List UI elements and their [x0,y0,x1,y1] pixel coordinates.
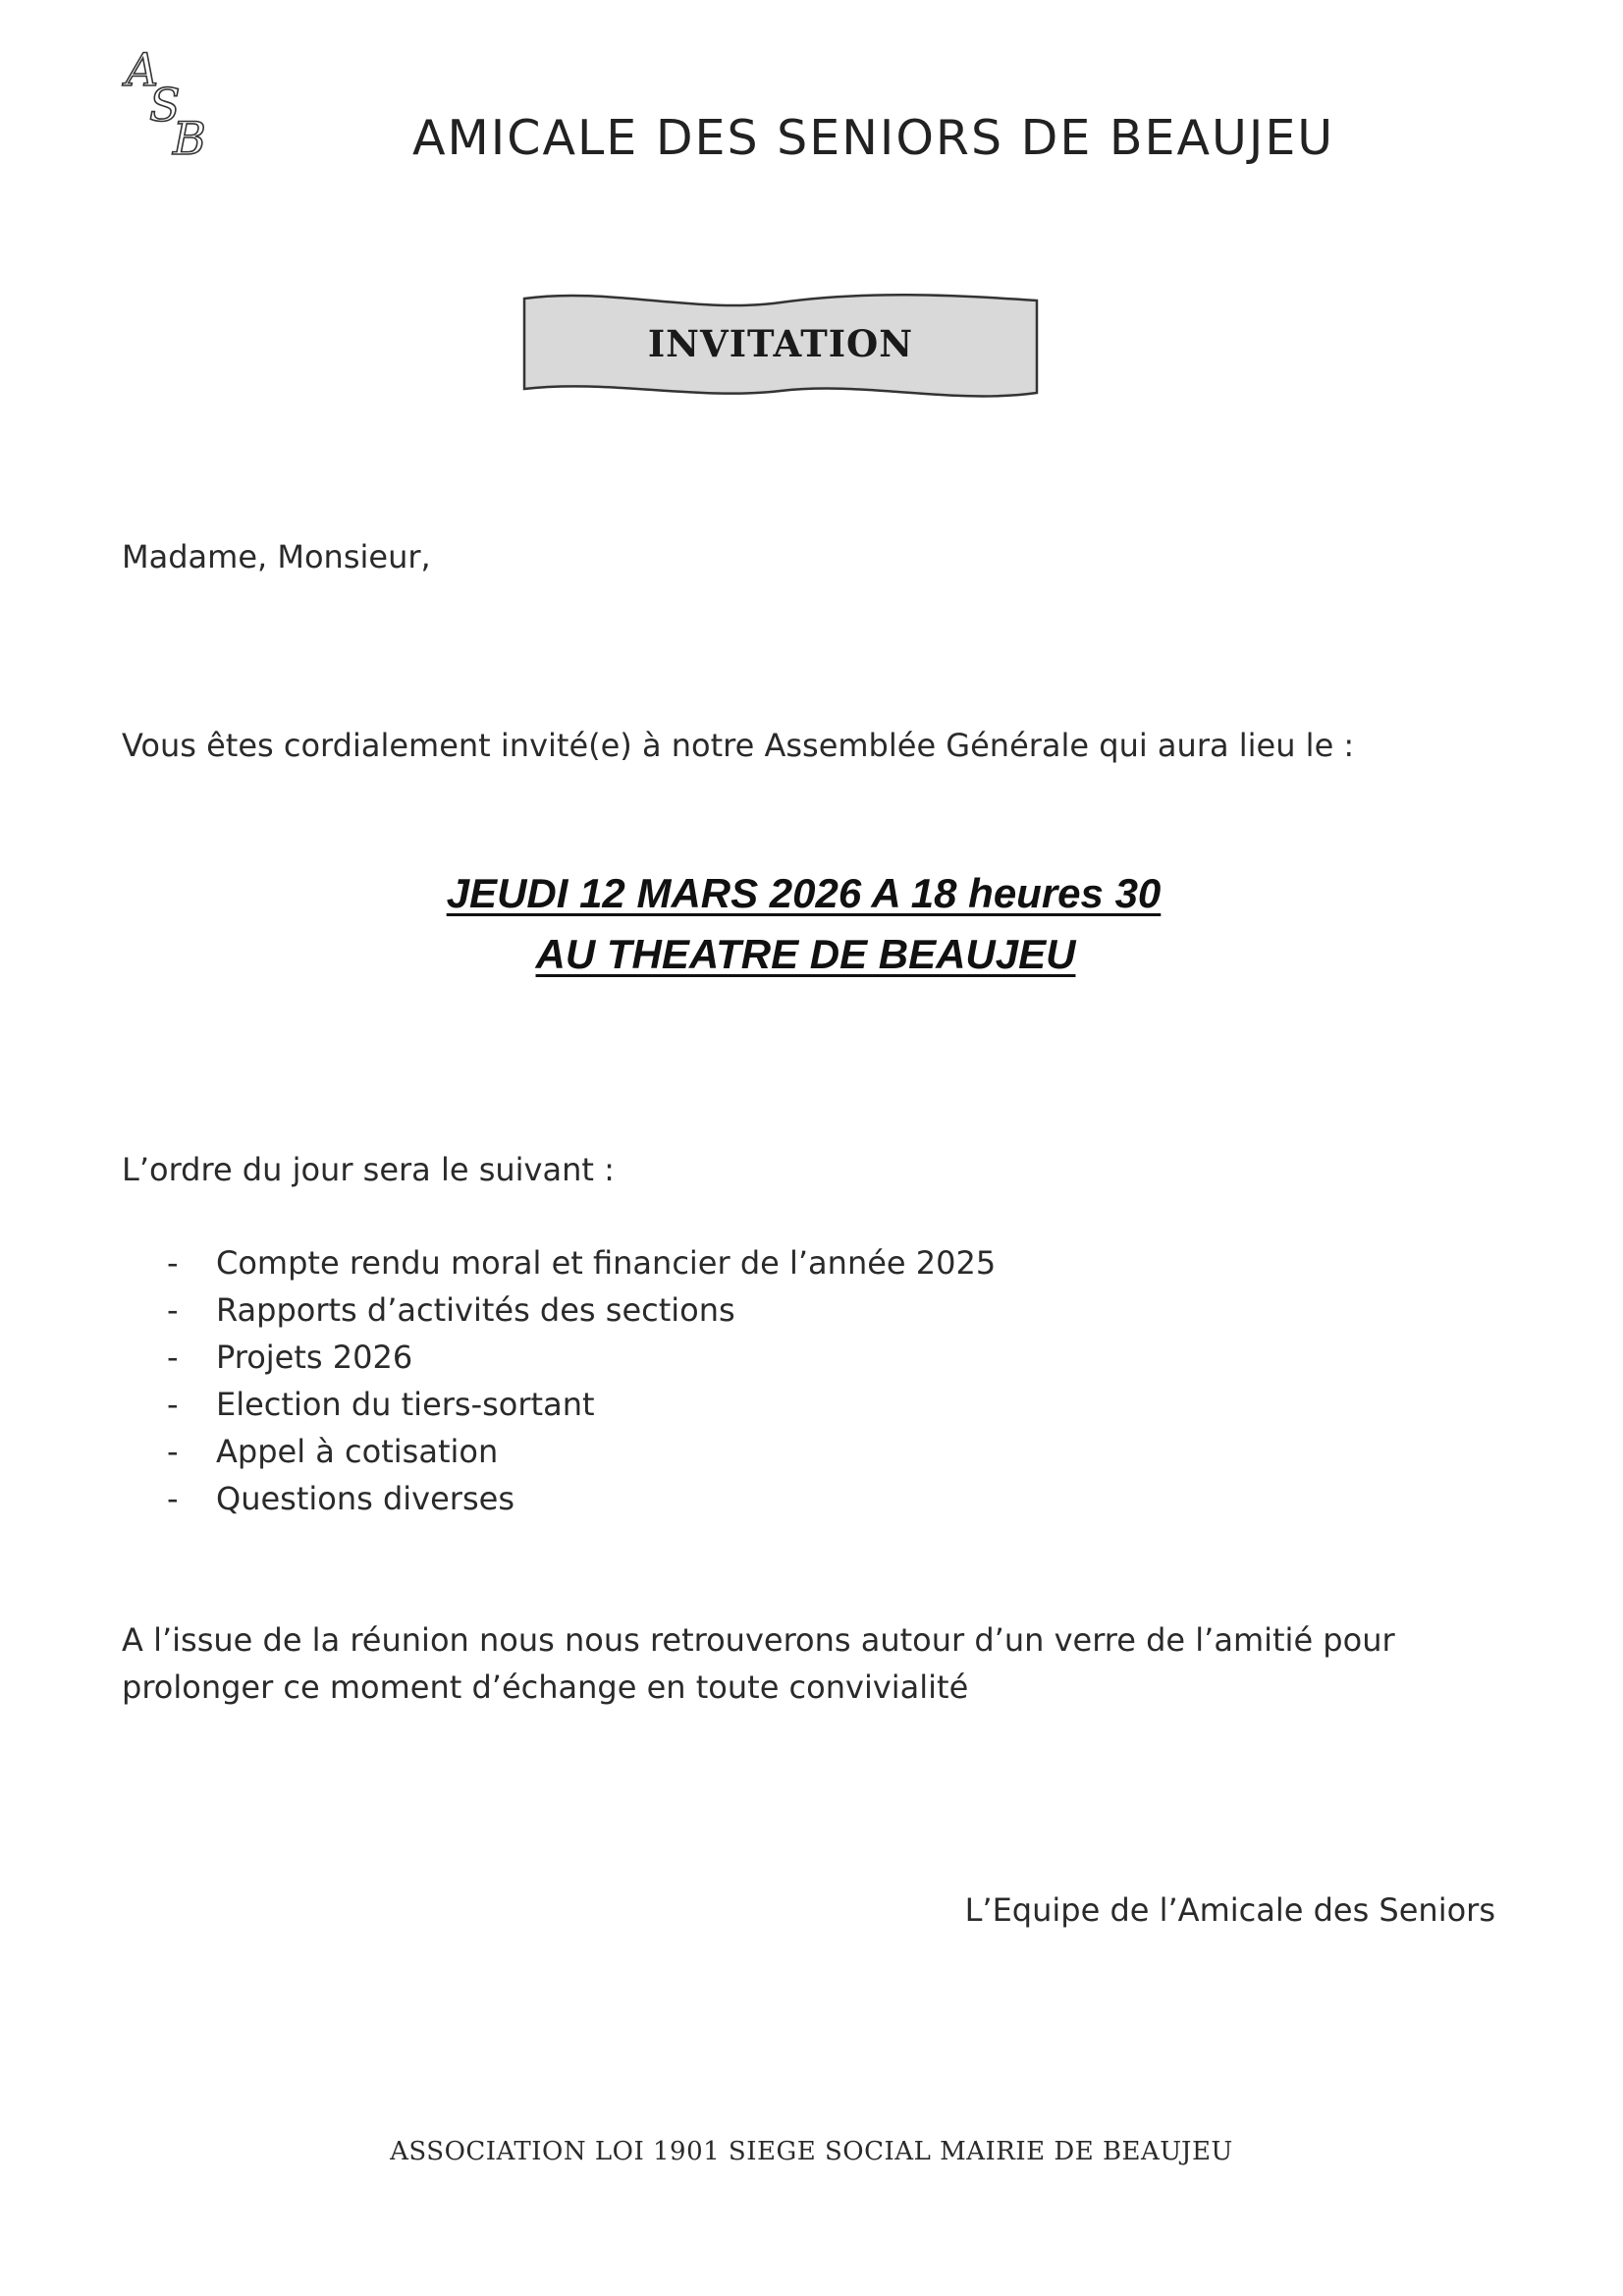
agenda-item [167,1334,996,1381]
event-date-time: JEUDI 12 MARS 2026 A 18 heures 30 [446,870,1162,916]
event-location: AU THEATRE DE BEAUJEU [535,931,1076,977]
agenda-list [167,1239,996,1522]
organization-title: AMICALE DES SENIORS DE BEAUJEU [412,110,1335,166]
list-dash: - [167,1386,179,1423]
greeting: Madame, Monsieur, [122,538,431,575]
signature: L’Equipe de l’Amicale des Seniors [964,1891,1495,1929]
agenda-item [167,1428,996,1475]
list-dash: - [167,1291,179,1329]
logo-letter-b: B [173,112,206,165]
agenda-item [167,1286,996,1334]
closing-paragraph [122,1616,1395,1711]
invitation-intro: Vous êtes cordialement invité(e) à notre Assemblée Générale qui aura lieu le : [122,727,1355,764]
logo-letter-a: A [126,43,159,96]
logo-letter-s: S [149,79,181,132]
list-dash: - [167,1339,179,1376]
agenda-item [167,1381,996,1428]
list-dash: - [167,1433,179,1470]
list-dash: - [167,1480,179,1517]
list-dash: - [167,1244,179,1282]
agenda-item-text: Projets 2026 [216,1339,413,1376]
agenda-item [167,1475,996,1522]
agenda-item-text: Appel à cotisation [216,1433,499,1470]
asb-logo [116,43,224,165]
invitation-banner [520,291,1041,401]
agenda-item-text: Election du tiers-sortant [216,1386,595,1423]
agenda-item-text: Rapports d’activités des sections [216,1291,735,1329]
agenda-item-text: Compte rendu moral et financier de l’année 2025 [216,1244,997,1282]
footer-legal: ASSOCIATION LOI 1901 SIEGE SOCIAL MAIRIE DE BEAUJEU [390,2137,1233,2166]
banner-label: INVITATION [647,322,914,365]
closing-line: prolonger ce moment d’échange en toute convivialité [122,1668,969,1706]
closing-line: A l’issue de la réunion nous nous retrouverons autour d’un verre de l’amitié pour [122,1621,1395,1659]
agenda-item [167,1239,996,1286]
agenda-item-text: Questions diverses [216,1480,514,1517]
agenda-intro: L’ordre du jour sera le suivant : [122,1151,615,1188]
